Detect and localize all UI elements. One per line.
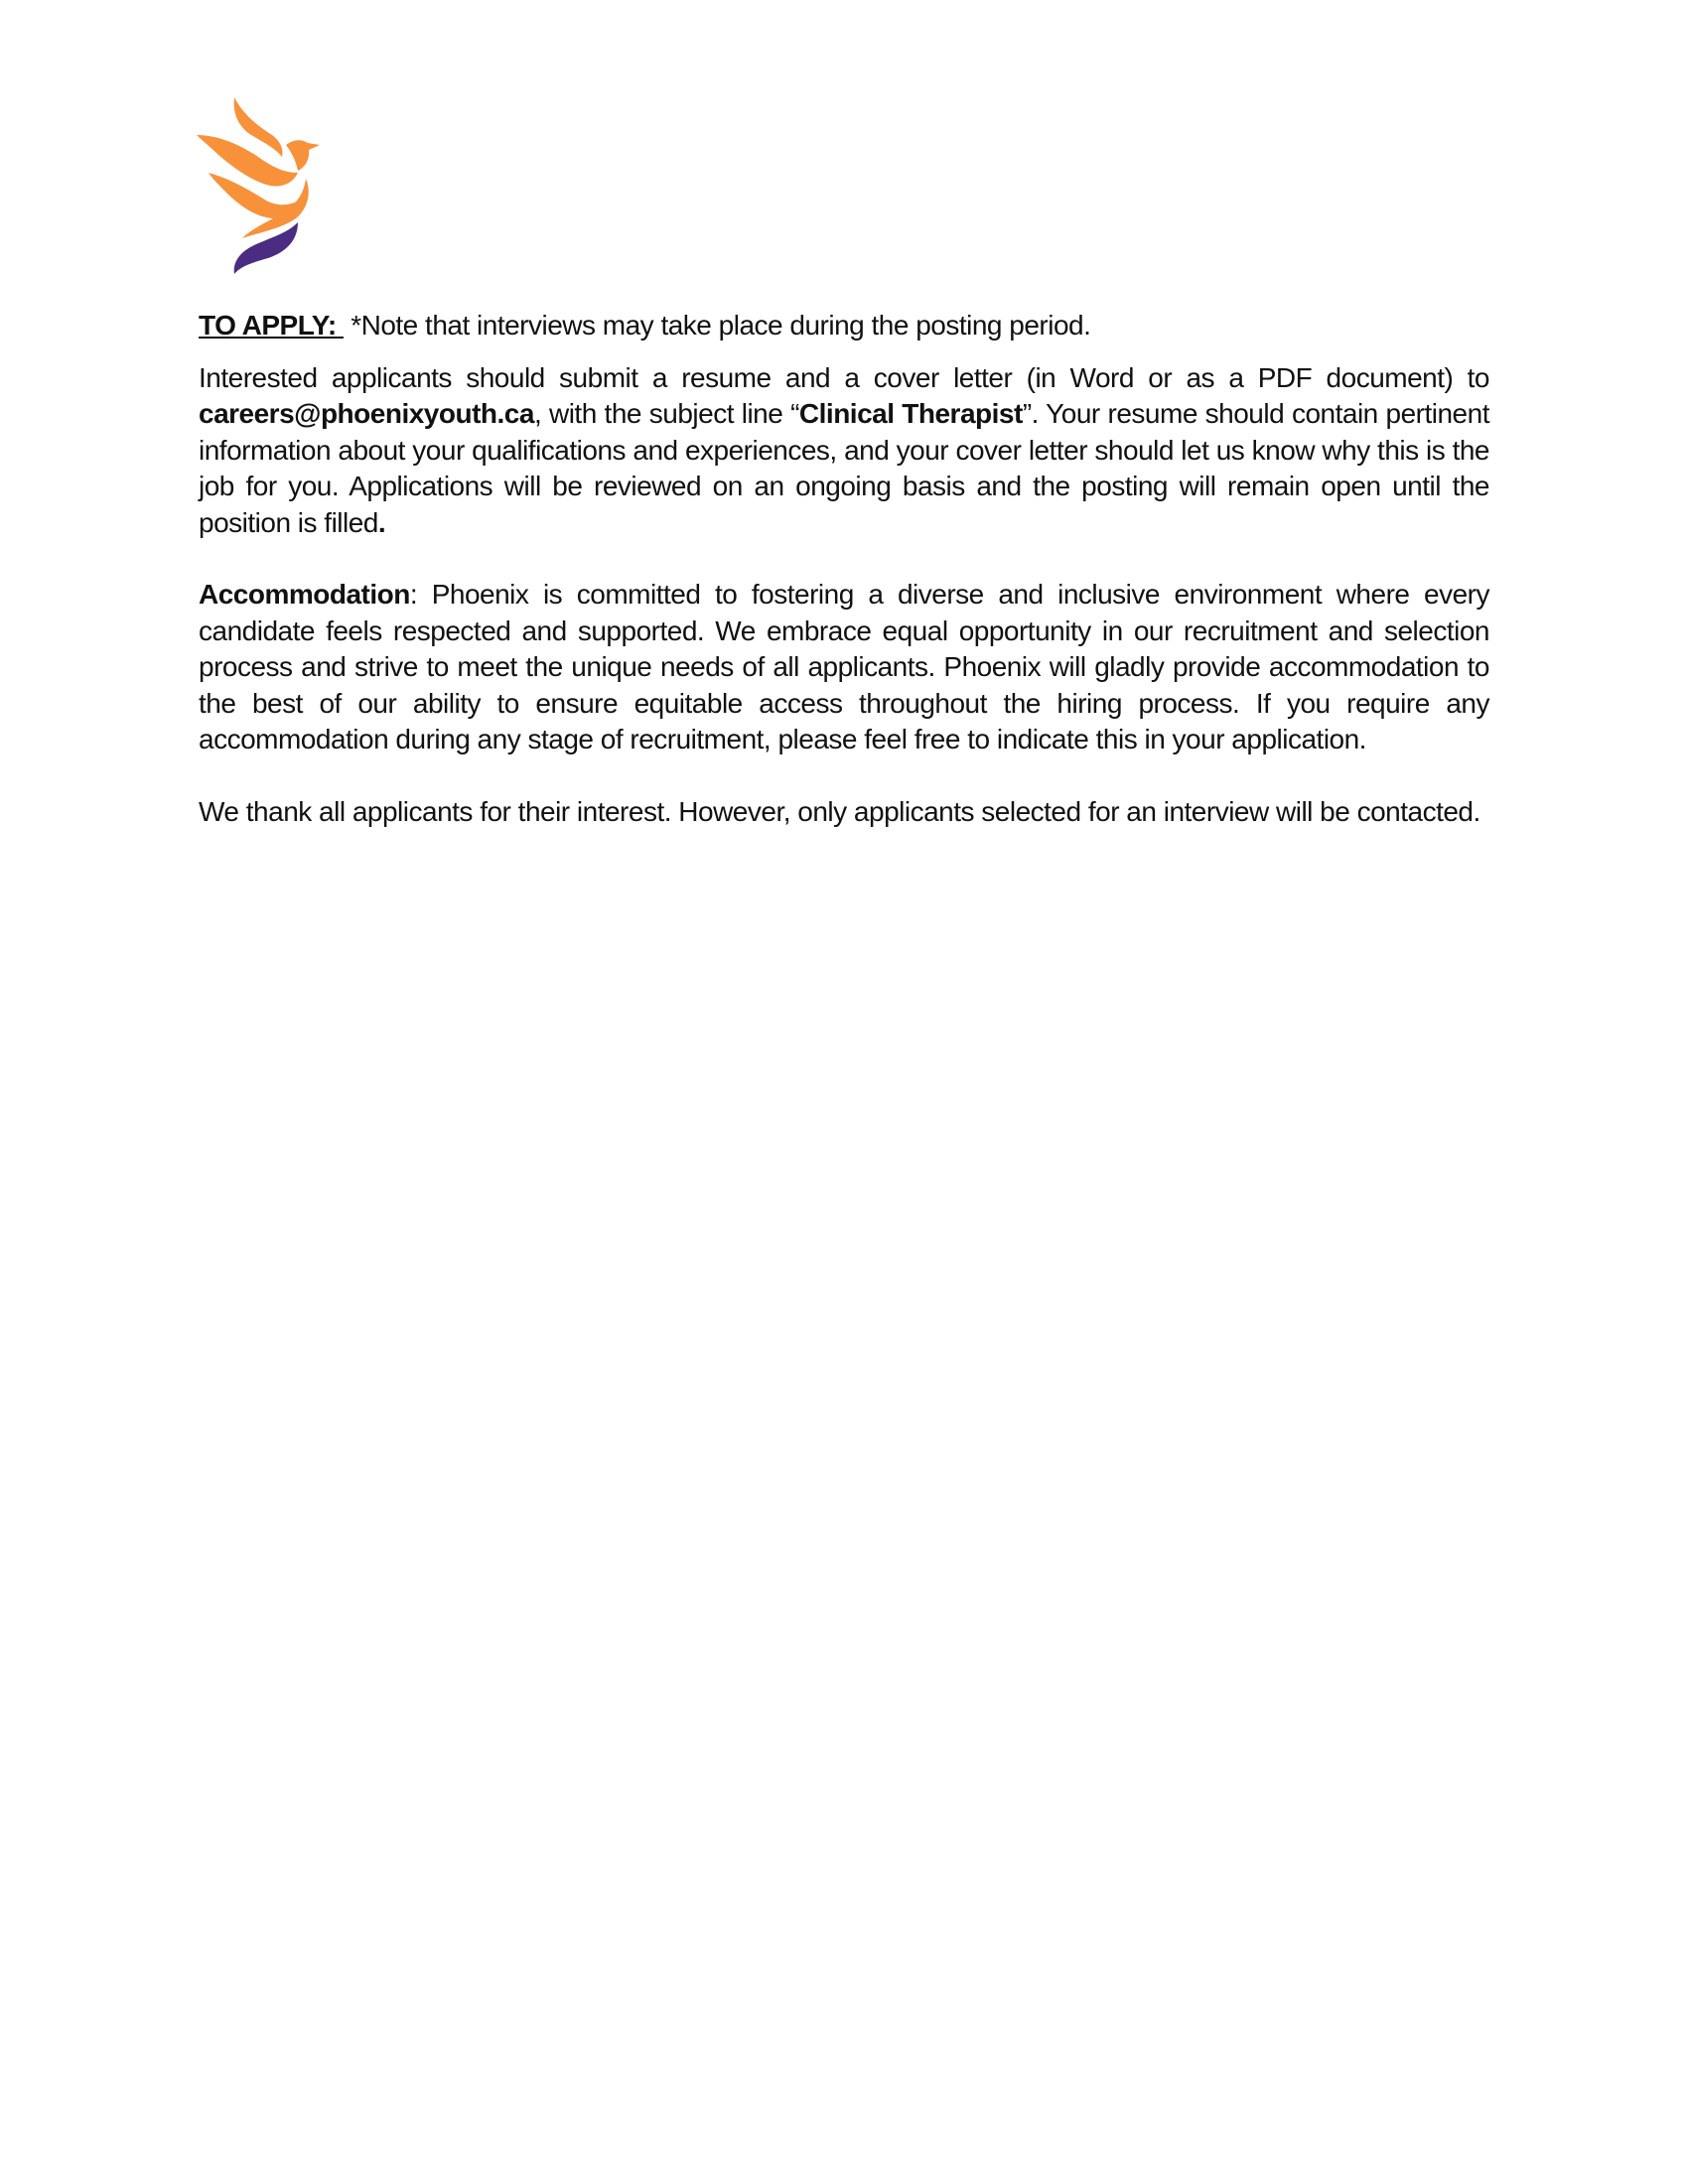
- instructions-text-a: Interested applicants should submit a resume and a cover letter (in Word or as a PDF document) to: [199, 361, 1489, 393]
- instructions-text-c: ”. Your resume should contain pertinent information about your qualifications and experiences, and your cover letter should let us know why this is the job for you. Applications will be reviewed on an ongoing basis and the posting will remain open until the position is filled: [199, 398, 1489, 538]
- paragraph-spacer: [199, 541, 1489, 577]
- application-instructions-paragraph: [199, 360, 1489, 542]
- instructions-period: .: [377, 506, 386, 538]
- apply-label: TO APPLY:: [199, 310, 344, 341]
- paragraph-spacer: [199, 758, 1489, 794]
- accommodation-text: : Phoenix is committed to fostering a diverse and inclusive environment where every candidate feels respected and supported. We embrace equal opportunity in our recruitment and selection process and strive to meet the unique needs of all applicants. Phoenix will gladly provide accommodation to the best of our ability to ensure equitable access throughout the hiring process. If you require any accommodation during any stage of recruitment, please feel free to indicate this in your application.: [199, 579, 1489, 754]
- careers-email-link[interactable]: careers@phoenixyouth.ca: [199, 398, 534, 429]
- phoenix-bird-logo-icon: [195, 95, 330, 274]
- accommodation-heading: Accommodation: [199, 579, 410, 610]
- thank-you-paragraph: We thank all applicants for their interest. However, only applicants selected for an interview will be contacted.: [199, 795, 1480, 827]
- apply-line: [199, 308, 1489, 344]
- subject-line-text: Clinical Therapist: [798, 398, 1023, 429]
- document-body: [199, 308, 1489, 830]
- instructions-text-b: , with the subject line “: [533, 398, 799, 429]
- apply-note: *Note that interviews may take place during the posting period.: [343, 310, 1091, 341]
- accommodation-paragraph: [199, 577, 1489, 758]
